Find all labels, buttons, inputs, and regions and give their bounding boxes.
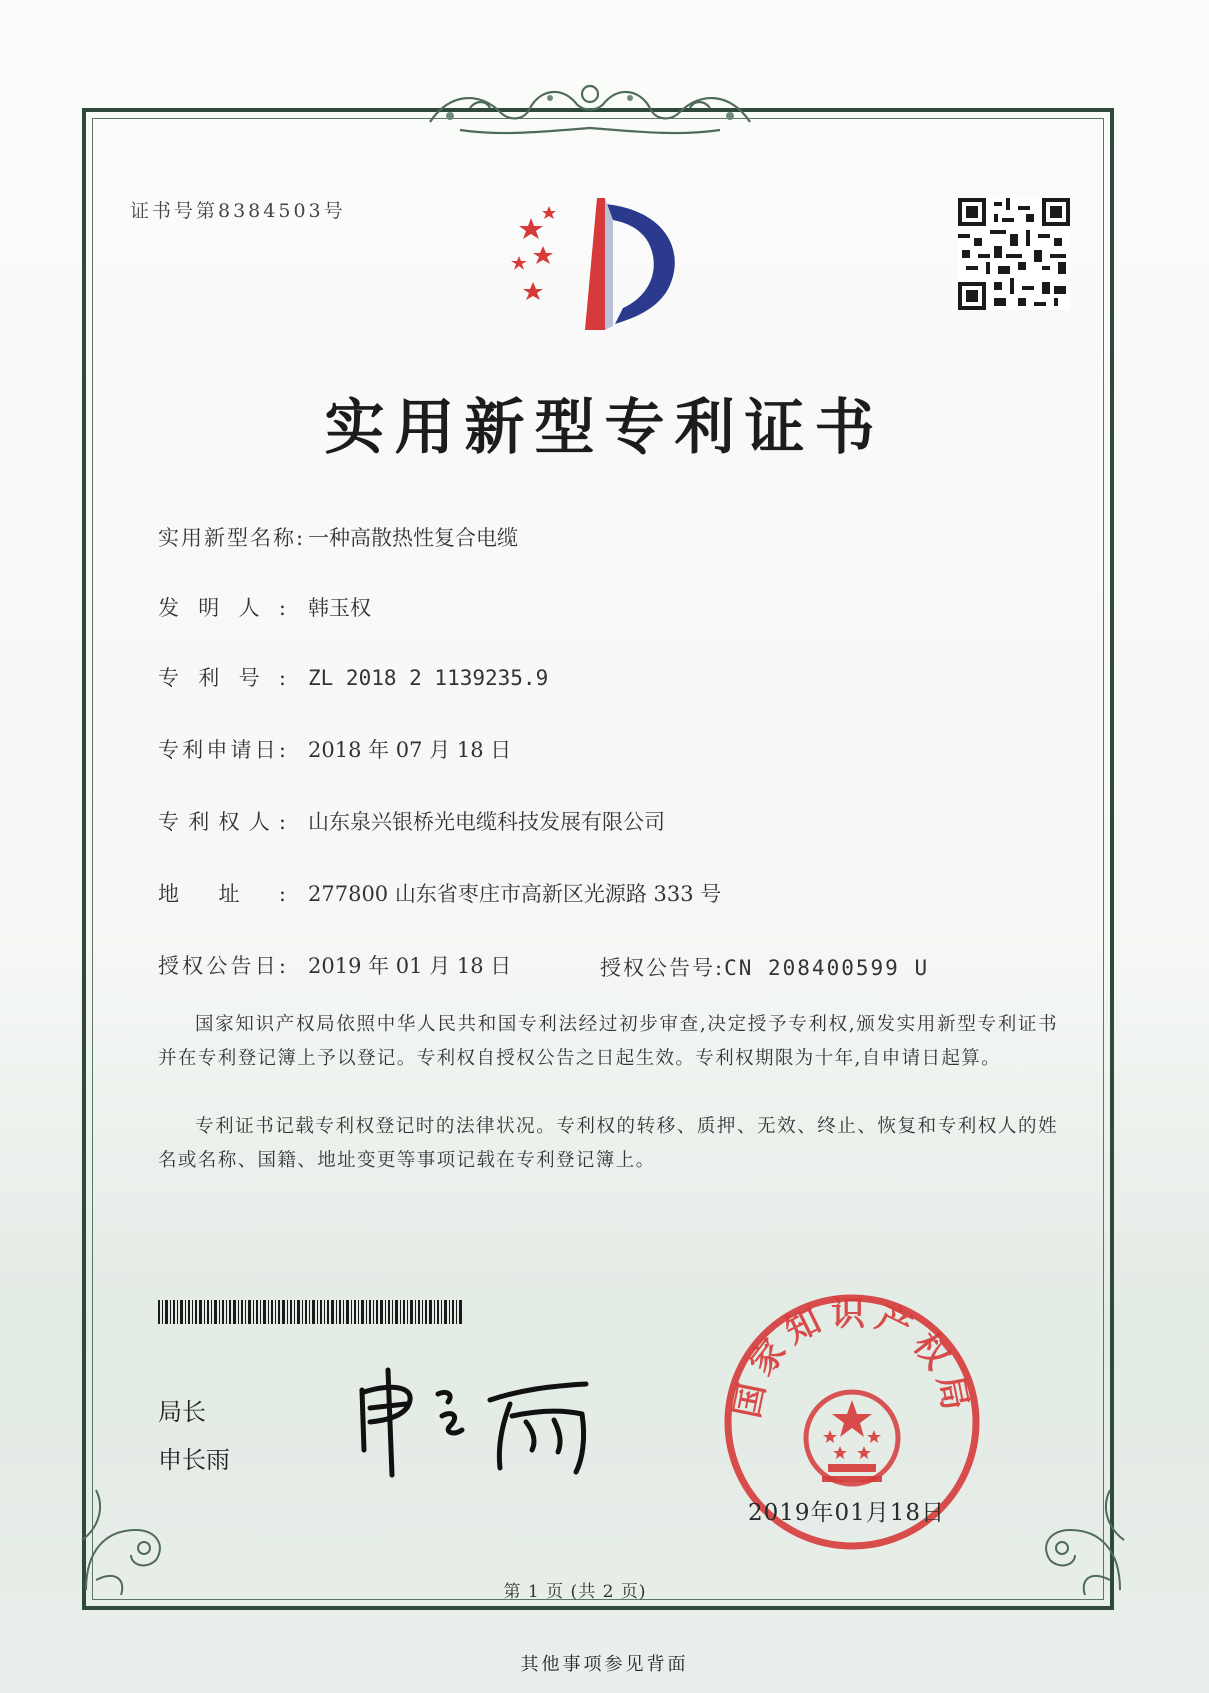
certificate-number: 证书号第8384503号 bbox=[130, 200, 346, 222]
field-value: 277800 山东省枣庄市高新区光源路 333 号 bbox=[308, 882, 722, 906]
field-value: CN 208400599 U bbox=[724, 956, 930, 980]
field-label: 授权公告日: bbox=[158, 954, 288, 978]
field-value: 山东泉兴银桥光电缆科技发展有限公司 bbox=[308, 810, 665, 834]
seal-text: 国家知识产权局 bbox=[727, 1294, 977, 1422]
field-label: 地址: bbox=[158, 882, 288, 906]
qr-code-icon bbox=[958, 198, 1070, 310]
seal-date: 2019年01月18日 bbox=[748, 1500, 946, 1526]
body-paragraph-1: 国家知识产权局依照中华人民共和国专利法经过初步审查,决定授予专利权,颁发实用新型专利证书并在专利登记簿上予以登记。专利权自授权公告之日起生效。专利权期限为十年,自申请日起算。 bbox=[158, 1014, 1058, 1069]
field-value: 一种高散热性复合电缆 bbox=[308, 526, 518, 550]
field-label: 发明人: bbox=[158, 596, 288, 620]
field-label: 专利权人: bbox=[158, 810, 288, 834]
field-label: 专利申请日: bbox=[158, 738, 288, 762]
field-label: 授权公告号: bbox=[600, 956, 725, 980]
director-title: 局长 bbox=[158, 1398, 206, 1426]
field-value: ZL 2018 2 1139235.9 bbox=[308, 666, 549, 690]
field-label: 专利号: bbox=[158, 666, 288, 690]
field-patent-number bbox=[158, 662, 548, 692]
field-utility-model-name bbox=[158, 522, 518, 552]
field-address bbox=[158, 878, 721, 908]
field-value: 2018 年 07 月 18 日 bbox=[308, 738, 512, 762]
barcode-icon bbox=[158, 1300, 463, 1324]
field-inventor bbox=[158, 592, 371, 622]
footer-note: 其他事项参见背面 bbox=[520, 1654, 689, 1675]
field-patent-holder bbox=[158, 806, 665, 836]
field-grant-date bbox=[158, 950, 511, 980]
field-grant-number bbox=[600, 952, 929, 982]
field-label: 实用新型名称: bbox=[158, 526, 306, 550]
field-value: 韩玉权 bbox=[308, 596, 371, 620]
page-title: 实用新型专利证书 bbox=[324, 393, 885, 463]
director-name: 申长雨 bbox=[158, 1446, 230, 1474]
body-paragraph-2: 专利证书记载专利权登记时的法律状况。专利权的转移、质押、无效、终止、恢复和专利权人的姓名或名称、国籍、地址变更等事项记载在专利登记簿上。 bbox=[158, 1116, 1058, 1171]
handwritten-signature-icon bbox=[350, 1360, 610, 1480]
top-ornament-icon bbox=[410, 72, 770, 144]
field-application-date bbox=[158, 734, 511, 764]
cnipa-emblem-icon bbox=[505, 190, 695, 340]
page-number: 第 1 页 (共 2 页) bbox=[503, 1582, 647, 1602]
field-value: 2019 年 01 月 18 日 bbox=[308, 954, 512, 978]
